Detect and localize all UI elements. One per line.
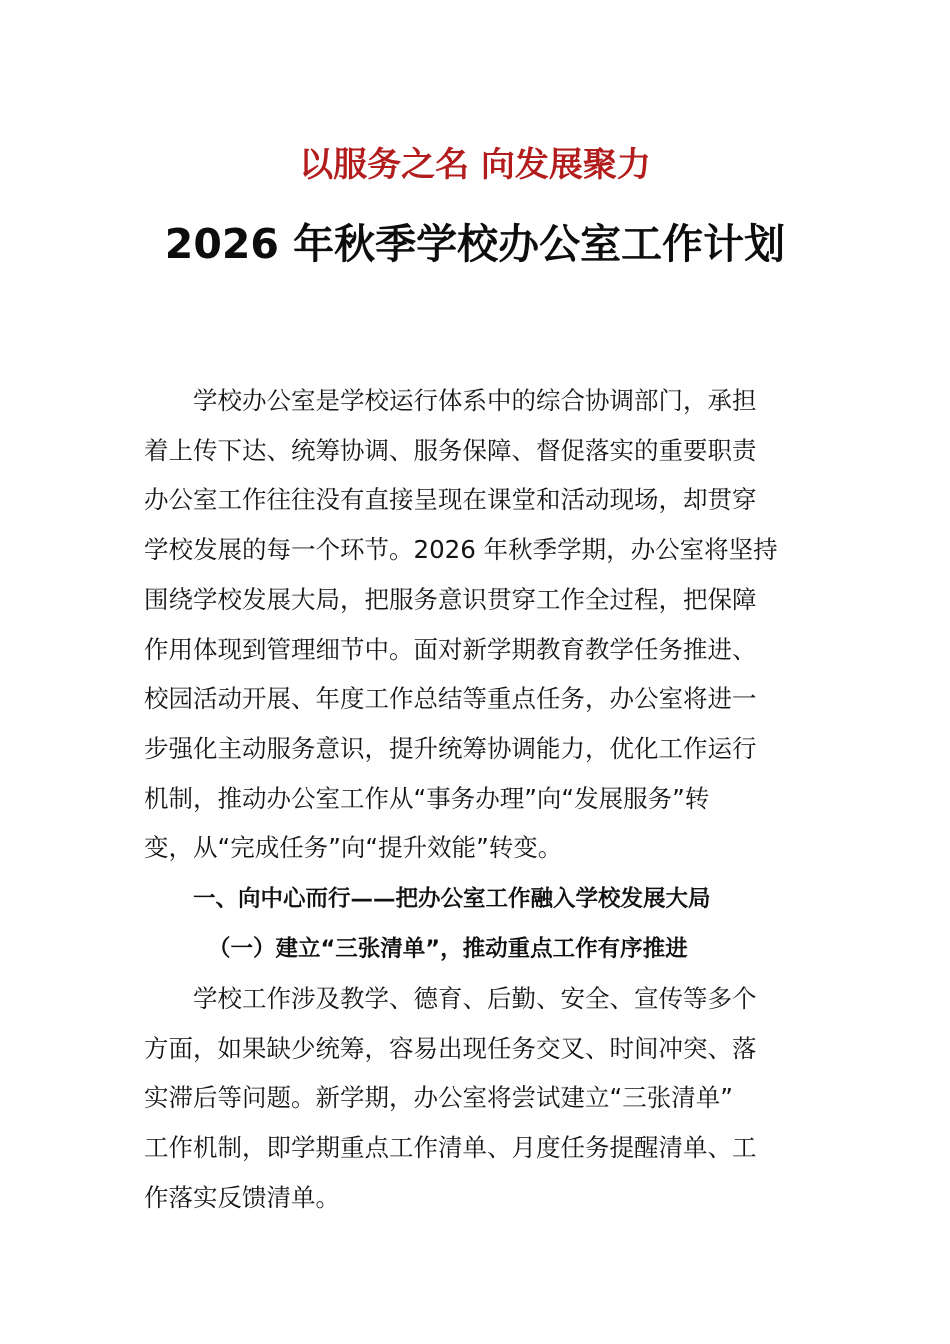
paragraph-line: 方面，如果缺少统筹，容易出现任务交叉、时间冲突、落 xyxy=(144,1033,757,1063)
subsection-heading-1: （一）建立“三张清单”，推动重点工作有序推进 xyxy=(208,936,688,962)
intro-paragraph xyxy=(144,376,809,873)
paragraph-line: 学校办公室是学校运行体系中的综合协调部门，承担 xyxy=(144,386,757,415)
document-title: 2026 年秋季学校办公室工作计划 xyxy=(164,220,786,268)
paragraph-line: 围绕学校发展大局，把服务意识贯穿工作全过程，把保障 xyxy=(144,584,757,614)
document-subtitle: 以服务之名 向发展聚力 xyxy=(299,145,651,185)
paragraph-line: 着上传下达、统筹协调、服务保障、督促落实的重要职责 xyxy=(144,435,757,465)
paragraph-line: 办公室工作往往没有直接呈现在课堂和活动现场，却贯穿 xyxy=(144,485,757,515)
paragraph-line: 变，从“完成任务”向“提升效能”转变。 xyxy=(144,833,563,863)
paragraph-line: 步强化主动服务意识，提升统筹协调能力，优化工作运行 xyxy=(144,733,757,763)
paragraph-line: 作用体现到管理细节中。面对新学期教育教学任务推进、 xyxy=(144,634,757,664)
paragraph-line: 作落实反馈清单。 xyxy=(144,1182,340,1212)
paragraph-line: 学校发展的每一个环节。2026 年秋季学期，办公室将坚持 xyxy=(144,535,778,565)
section-paragraph xyxy=(144,974,809,1223)
paragraph-line: 学校工作涉及教学、德育、后勤、安全、宣传等多个 xyxy=(144,984,757,1013)
paragraph-line: 实滞后等问题。新学期，办公室将尝试建立“三张清单” xyxy=(144,1083,733,1113)
section-heading-1: 一、向中心而行——把办公室工作融入学校发展大局 xyxy=(193,886,711,912)
paragraph-line: 校园活动开展、年度工作总结等重点任务，办公室将进一 xyxy=(144,684,757,714)
paragraph-line: 工作机制，即学期重点工作清单、月度任务提醒清单、工 xyxy=(144,1133,757,1163)
paragraph-line: 机制，推动办公室工作从“事务办理”向“发展服务”转 xyxy=(144,783,710,813)
